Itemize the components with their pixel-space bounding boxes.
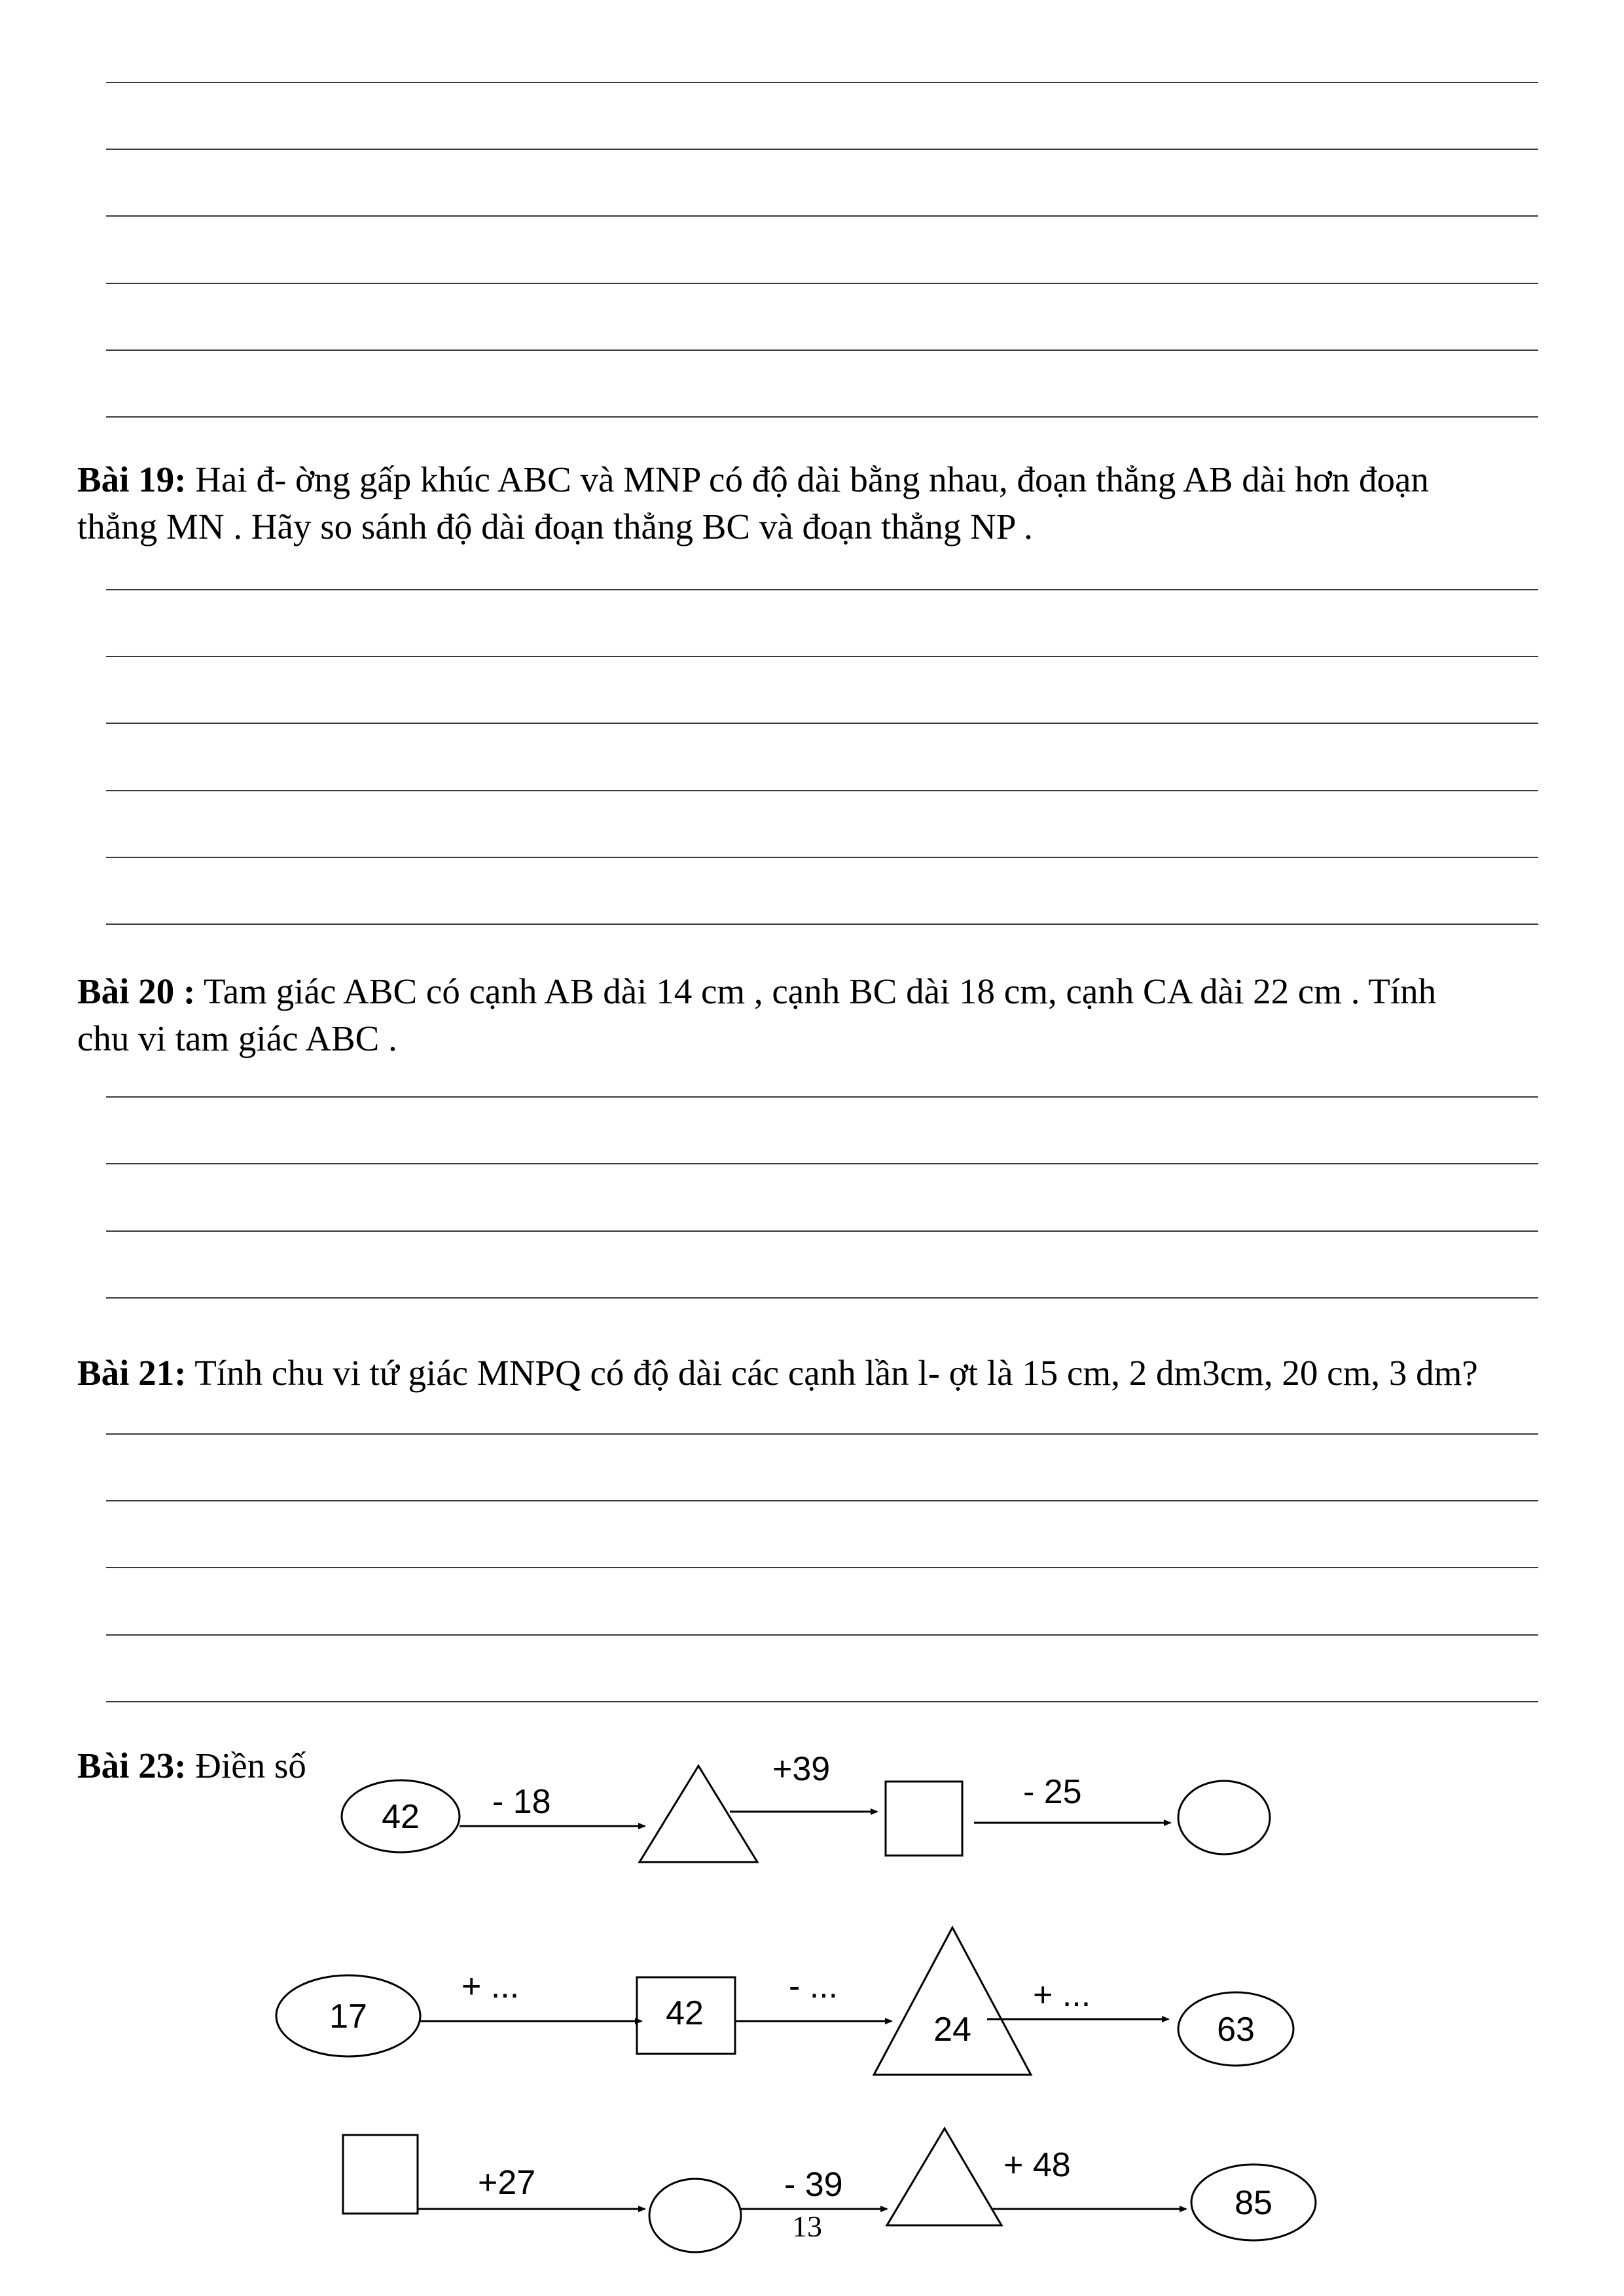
problem-23-text: Điền số bbox=[195, 1746, 306, 1785]
row1-end-oval[interactable] bbox=[1178, 1781, 1270, 1854]
row2-triangle-value: 24 bbox=[933, 2011, 971, 2049]
problem-20-line1: Tam giác ABC có cạnh AB dài 14 cm , cạnh BC dài 18 cm, cạnh CA dài 22 cm . Tính bbox=[204, 971, 1437, 1011]
row2-end-value: 63 bbox=[1217, 2011, 1255, 2049]
row3-triangle[interactable] bbox=[887, 2128, 1001, 2225]
row2-op1[interactable]: + ... bbox=[461, 1967, 520, 2005]
row3-end-value: 85 bbox=[1235, 2184, 1272, 2222]
problem-23-label: Bài 23: bbox=[77, 1746, 187, 1785]
row1-op1: - 18 bbox=[492, 1783, 551, 1821]
row3-op3: + 48 bbox=[1003, 2146, 1071, 2184]
row2-box-value: 42 bbox=[666, 1994, 704, 2032]
row1-triangle[interactable] bbox=[640, 1766, 757, 1862]
row3-oval[interactable] bbox=[649, 2179, 741, 2252]
row2-op3[interactable]: + ... bbox=[1033, 1976, 1091, 2014]
row1-op3: - 25 bbox=[1023, 1773, 1082, 1811]
row2-op2[interactable]: - ... bbox=[789, 1967, 839, 2005]
row3-op2: - 39 bbox=[784, 2166, 843, 2204]
row2-start-value: 17 bbox=[329, 1998, 367, 2036]
row2-triangle bbox=[874, 1928, 1031, 2075]
row1-op2: +39 bbox=[772, 1750, 831, 1788]
problem-20-label: Bài 20 : bbox=[77, 971, 196, 1011]
page-number: 13 bbox=[792, 2210, 822, 2243]
problem-19-line1: Hai đ- ờng gấp khúc ABC và MNP có độ dài bằng nhau, đoạn thẳng AB dài hơn đoạn bbox=[195, 459, 1429, 499]
problem-20-line2: chu vi tam giác ABC . bbox=[77, 1018, 397, 1058]
problem-19-line2: thẳng MN . Hãy so sánh độ dài đoạn thẳng BC và đoạn thẳng NP . bbox=[77, 507, 1033, 547]
row3-square[interactable] bbox=[343, 2135, 418, 2214]
row1-start-value: 42 bbox=[382, 1798, 420, 1836]
row3-op1: +27 bbox=[478, 2164, 536, 2202]
problem-21-line1: Tính chu vi tứ giác MNPQ có độ dài các cạnh lần l- ợt là 15 cm, 2 dm3cm, 20 cm, 3 dm? bbox=[194, 1353, 1478, 1393]
problem-19-label: Bài 19: bbox=[77, 459, 187, 499]
row1-square[interactable] bbox=[886, 1782, 962, 1856]
problem-21-label: Bài 21: bbox=[77, 1353, 187, 1393]
